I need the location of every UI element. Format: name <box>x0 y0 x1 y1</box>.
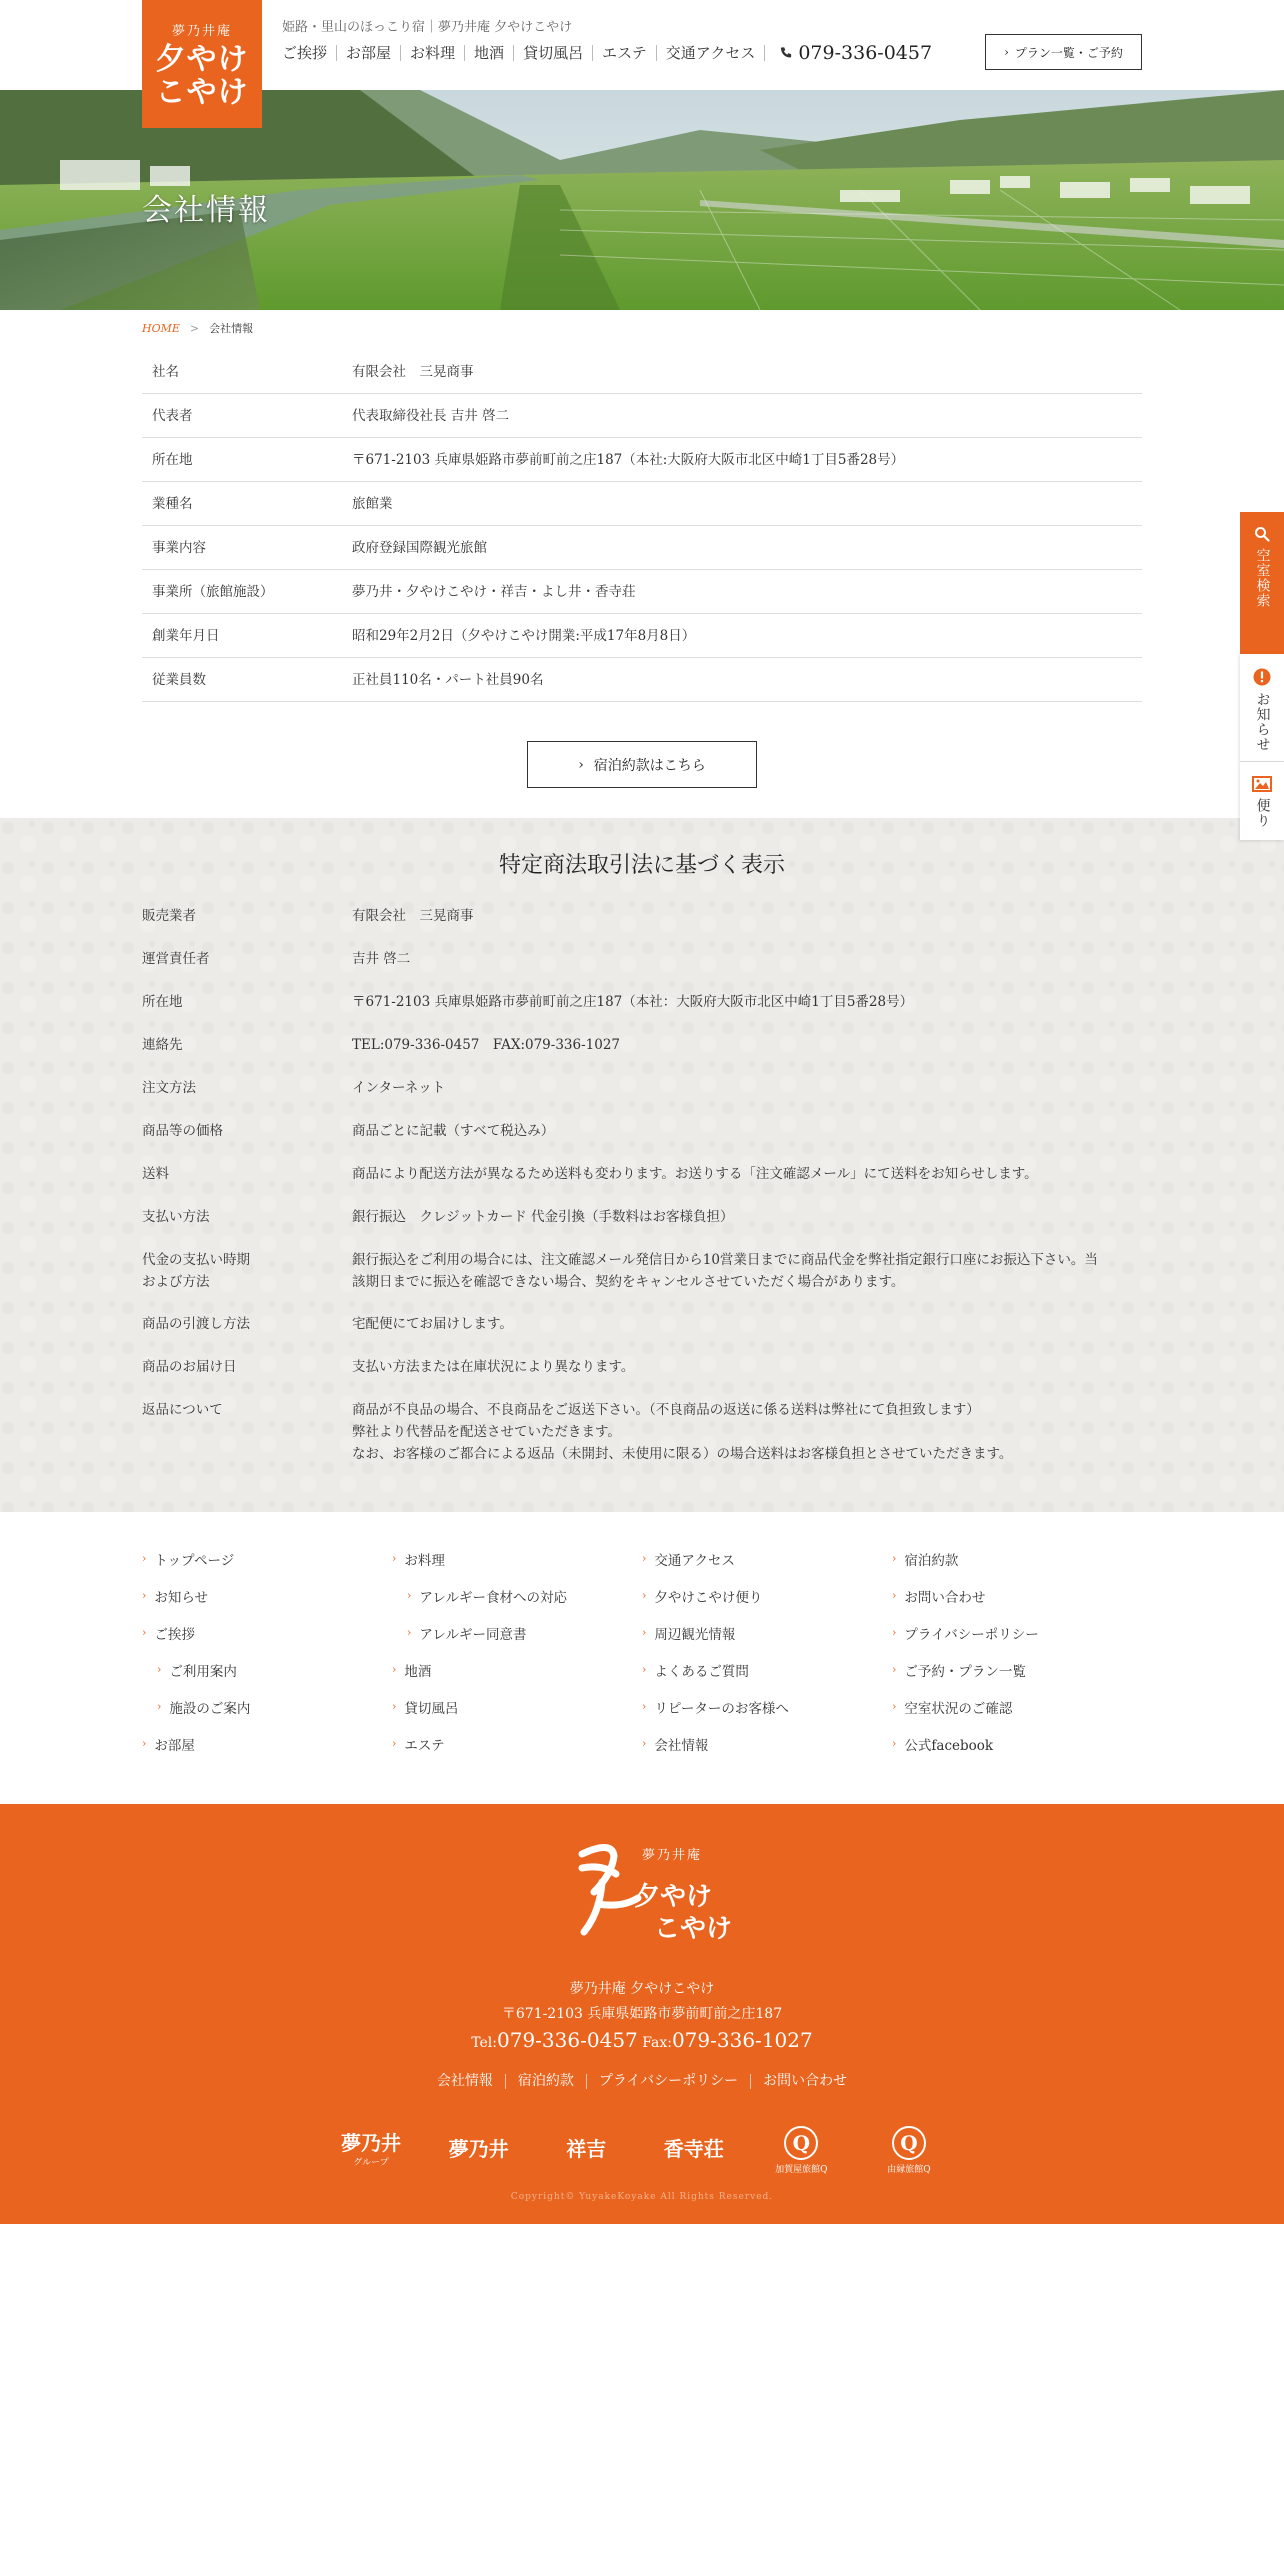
footer-contact <box>0 2028 1284 2052</box>
chevron-right-icon: › <box>642 1589 647 1602</box>
page-title: 会社情報 <box>142 193 270 228</box>
sitemap-link[interactable] <box>642 1651 892 1688</box>
sitemap-column <box>392 1540 642 1762</box>
group-logo[interactable] <box>760 2122 842 2178</box>
chevron-right-icon: › <box>892 1700 897 1713</box>
commerce-value-line: なお、お客様のご都合による返品（未開封、未使用に限る）の場合送料はお客様負担とさせていただきます。 <box>352 1446 1013 1462</box>
commerce-row-label <box>142 1029 352 1072</box>
commerce-row-value <box>352 986 1142 1029</box>
group-logos <box>330 2122 950 2178</box>
sitemap-link[interactable] <box>892 1688 1142 1725</box>
commerce-law-table <box>142 900 1142 1484</box>
sitemap-link[interactable] <box>892 1577 1142 1614</box>
chevron-right-icon: › <box>142 1626 147 1639</box>
group-logo[interactable] <box>330 2122 412 2178</box>
chevron-right-icon: › <box>642 1552 647 1565</box>
sitemap-link-label: お部屋 <box>154 1737 195 1754</box>
sitemap-link[interactable] <box>892 1725 1142 1762</box>
sitemap-link-label: 夕やけこやけ便り <box>654 1589 763 1606</box>
sitemap-link[interactable] <box>142 1540 392 1577</box>
commerce-row-value <box>352 1072 1142 1115</box>
commerce-row-label <box>142 1201 352 1244</box>
commerce-row-label <box>142 1115 352 1158</box>
commerce-row-label <box>142 1244 352 1308</box>
group-logo-title: 夢乃井 <box>341 2130 401 2155</box>
chevron-right-icon: › <box>392 1737 397 1750</box>
global-nav <box>282 42 932 64</box>
chevron-right-icon: › <box>892 1663 897 1676</box>
chevron-right-icon: › <box>642 1737 647 1750</box>
commerce-row <box>142 1351 1142 1394</box>
sitemap-link-label: お問い合わせ <box>904 1589 986 1606</box>
commerce-row-value <box>352 1201 1142 1244</box>
plan-reservation-button[interactable] <box>985 34 1142 70</box>
commerce-label-line: 支払い方法 <box>142 1209 210 1225</box>
commerce-row-value <box>352 1394 1142 1484</box>
chevron-right-icon: › <box>642 1700 647 1713</box>
company-row <box>142 438 1142 482</box>
commerce-value-line: 銀行振込をご利用の場合には、注文確認メール発信日から10営業日までに商品代金を弊社指定銀行口座にお振込下さい。当 <box>352 1252 1098 1268</box>
company-row-value: 昭和29年2月2日（夕やけこやけ開業:平成17年8月8日） <box>352 627 696 644</box>
commerce-row-value <box>352 900 1142 943</box>
fax-label: Fax: <box>642 2035 672 2051</box>
company-row <box>142 394 1142 438</box>
commerce-row <box>142 1244 1142 1308</box>
commerce-row-label <box>142 1351 352 1394</box>
sitemap-link-label: ご挨拶 <box>154 1626 195 1643</box>
commerce-label-line: 連絡先 <box>142 1037 183 1053</box>
company-row-value: 夢乃井・夕やけこやけ・祥吉・よし井・香寺荘 <box>352 583 636 600</box>
commerce-value-line: 該期日までに振込を確認できない場合、契約をキャンセルさせていただく場合があります。 <box>352 1274 905 1290</box>
logo-subtitle: 夢乃井庵 <box>171 23 232 39</box>
sitemap-link-label: よくあるご質問 <box>654 1663 749 1680</box>
sitemap-link[interactable] <box>142 1688 392 1725</box>
chevron-right-icon: › <box>392 1663 397 1676</box>
sitemap-column <box>892 1540 1142 1762</box>
side-tab-letter[interactable] <box>1240 762 1284 840</box>
chevron-right-icon: › <box>892 1626 897 1639</box>
commerce-value-line: 商品により配送方法が異なるため送料も変わります。お送りする「注文確認メール」にて送料をお知らせします。 <box>352 1166 1038 1182</box>
copyright: Copyright© YuyakeKoyake All Rights Reserved. <box>510 2192 774 2202</box>
chevron-right-icon: › <box>157 1700 162 1713</box>
chevron-right-icon: › <box>892 1589 897 1602</box>
commerce-value-line: 吉井 啓二 <box>352 951 411 967</box>
commerce-label-line: 販売業者 <box>142 908 196 924</box>
commerce-law-title: 特定商法取引法に基づく表示 <box>498 853 785 878</box>
footer-link-terms[interactable]: 宿泊約款 <box>506 2074 587 2089</box>
side-tab-news-label: お知らせ <box>1254 692 1271 752</box>
side-tab-vacancy-search[interactable] <box>1240 512 1284 654</box>
tel-label: Tel: <box>471 2035 497 2051</box>
commerce-label-line: 商品のお届け日 <box>142 1359 237 1375</box>
group-logo-title: Q <box>784 2126 818 2160</box>
sitemap-link[interactable] <box>892 1540 1142 1577</box>
commerce-row-label <box>142 1394 352 1484</box>
chevron-right-icon: › <box>407 1589 412 1602</box>
company-row <box>142 526 1142 570</box>
nav-greeting[interactable]: ご挨拶 <box>282 45 337 61</box>
company-info-table <box>142 350 1142 702</box>
commerce-value-line: インターネット <box>352 1080 446 1096</box>
side-tab-letter-label: 便り <box>1254 798 1271 828</box>
commerce-row <box>142 1201 1142 1244</box>
company-row <box>142 614 1142 658</box>
commerce-label-line: 返品について <box>142 1402 223 1418</box>
chevron-right-icon: › <box>892 1552 897 1565</box>
company-row <box>142 350 1142 394</box>
commerce-row-label <box>142 1072 352 1115</box>
sitemap-link[interactable] <box>642 1614 892 1651</box>
group-logo-subtitle: グループ <box>353 2157 389 2168</box>
chevron-right-icon: › <box>642 1626 647 1639</box>
accommodation-terms-label: 宿泊約款はこちら <box>593 757 706 774</box>
commerce-row-label <box>142 986 352 1029</box>
logo-line1: 夕やけ <box>155 41 249 77</box>
commerce-row <box>142 1308 1142 1351</box>
chevron-right-icon: › <box>392 1552 397 1565</box>
sitemap-link-label: 空室状況のご確認 <box>904 1700 1013 1717</box>
image-icon <box>1252 776 1272 792</box>
chevron-right-icon: › <box>578 756 584 773</box>
sitemap-link-label: 周辺観光情報 <box>654 1626 736 1643</box>
chevron-right-icon: › <box>142 1552 147 1565</box>
header-phone-number: 079-336-0457 <box>798 42 933 64</box>
commerce-row <box>142 1394 1142 1484</box>
commerce-row-value <box>352 1029 1142 1072</box>
sitemap-link-label: トップページ <box>154 1552 235 1569</box>
commerce-row-value <box>352 943 1142 986</box>
commerce-row-label <box>142 1308 352 1351</box>
nav-cuisine[interactable]: お料理 <box>401 45 465 61</box>
sitemap-link-label: 貸切風呂 <box>404 1700 459 1717</box>
commerce-label-line: 商品等の価格 <box>142 1123 223 1139</box>
footer-inn-name: 夢乃井庵 夕やけこやけ <box>569 1981 715 1997</box>
company-row-label: 代表者 <box>152 407 193 424</box>
sitemap-link-label: お知らせ <box>154 1589 209 1606</box>
group-logo-subtitle: 加賀屋旅館Q <box>775 2164 828 2175</box>
company-row <box>142 570 1142 614</box>
footer-link-privacy[interactable]: プライバシーポリシー <box>587 2074 751 2089</box>
chevron-right-icon: › <box>142 1737 147 1750</box>
company-row-value: 旅館業 <box>352 495 393 512</box>
site-tagline: 姫路・里山のほっこり宿｜夢乃井庵 夕やけこやけ <box>282 20 573 35</box>
search-icon <box>1254 526 1270 542</box>
company-row-label: 従業員数 <box>152 671 206 688</box>
breadcrumb-home[interactable]: HOME <box>142 322 180 335</box>
chevron-right-icon: › <box>407 1626 412 1639</box>
nav-sake[interactable]: 地酒 <box>465 45 514 61</box>
sitemap-link-label: 宿泊約款 <box>904 1552 959 1569</box>
commerce-row-label <box>142 900 352 943</box>
footer-fax-number: 079-336-1027 <box>671 2028 813 2052</box>
sitemap-link-label: ご利用案内 <box>169 1663 237 1680</box>
exclamation-icon <box>1253 668 1271 686</box>
sitemap-link[interactable] <box>892 1651 1142 1688</box>
sitemap-link-label: アレルギー食材への対応 <box>419 1589 568 1606</box>
sitemap-link-label: エステ <box>404 1737 445 1754</box>
company-row <box>142 482 1142 526</box>
sitemap-link[interactable] <box>642 1725 892 1762</box>
site-footer <box>0 1804 1284 2224</box>
commerce-row <box>142 986 1142 1029</box>
company-row-label: 社名 <box>152 363 179 380</box>
sitemap-link[interactable] <box>392 1577 642 1614</box>
breadcrumb-current: 会社情報 <box>209 322 254 335</box>
chevron-right-icon: › <box>1004 45 1009 59</box>
commerce-label-line: 代金の支払い時期 <box>142 1252 250 1268</box>
logo-line2: こやけ <box>155 74 249 110</box>
sitemap-link-label: 公式facebook <box>904 1737 994 1754</box>
commerce-value-line: 銀行振込 クレジットカード 代金引換（手数料はお客様負担） <box>352 1209 734 1225</box>
company-row-value: 政府登録国際観光旅館 <box>352 539 487 556</box>
group-logo-title: 夢乃井 <box>448 2137 509 2161</box>
commerce-row-value <box>352 1158 1142 1201</box>
breadcrumb-separator: > <box>189 322 200 335</box>
commerce-row-value <box>352 1351 1142 1394</box>
side-tab-news[interactable] <box>1240 654 1284 762</box>
footer-logo-subtitle: 夢乃井庵 <box>642 1848 703 1863</box>
plan-reservation-label: プラン一覧・ご予約 <box>1014 45 1123 60</box>
commerce-row <box>142 1029 1142 1072</box>
sitemap-link[interactable] <box>142 1725 392 1762</box>
company-row-label: 事業内容 <box>152 539 206 556</box>
sitemap-link[interactable] <box>392 1540 642 1577</box>
commerce-value-line: 〒671-2103 兵庫県姫路市夢前町前之庄187（本社：大阪府大阪市北区中崎1丁目5番28号） <box>352 994 914 1010</box>
sitemap-link-label: 施設のご案内 <box>169 1700 251 1717</box>
sitemap-link-label: リピーターのお客様へ <box>654 1700 789 1717</box>
sitemap-link-label: プライバシーポリシー <box>904 1626 1039 1643</box>
sitemap-link-label: ご予約・プラン一覧 <box>904 1663 1026 1680</box>
commerce-row <box>142 900 1142 943</box>
group-logo[interactable] <box>868 2122 950 2178</box>
commerce-label-line: 注文方法 <box>142 1080 196 1096</box>
footer-logo[interactable] <box>542 1834 742 1944</box>
commerce-value-line: 支払い方法または在庫状況により異なります。 <box>352 1359 635 1375</box>
company-row-label: 創業年月日 <box>152 627 220 644</box>
sitemap-link[interactable] <box>142 1614 392 1651</box>
sitemap-link[interactable] <box>142 1651 392 1688</box>
group-logo-subtitle: 由縁旅館Q <box>887 2164 931 2175</box>
commerce-row <box>142 1115 1142 1158</box>
commerce-law-section <box>0 818 1284 1512</box>
sitemap-link[interactable] <box>642 1577 892 1614</box>
sitemap-column <box>642 1540 892 1762</box>
commerce-value-line: 商品ごとに記載（すべて税込み） <box>352 1123 555 1139</box>
commerce-row-label <box>142 1158 352 1201</box>
chevron-right-icon: › <box>157 1663 162 1676</box>
group-logo-title: Q <box>892 2126 926 2160</box>
side-tabs <box>1240 512 1284 840</box>
company-row-label: 所在地 <box>152 451 193 468</box>
nav-private-bath[interactable]: 貸切風呂 <box>514 45 593 61</box>
commerce-label-line: 運営責任者 <box>142 951 210 967</box>
sitemap-link-label: 地酒 <box>404 1663 432 1680</box>
sitemap-column <box>142 1540 392 1762</box>
footer-logo-line2: こやけ <box>654 1914 733 1944</box>
commerce-row <box>142 1072 1142 1115</box>
commerce-row-value <box>352 1308 1142 1351</box>
commerce-row-value <box>352 1244 1142 1308</box>
commerce-value-line: 宅配便にてお届けします。 <box>352 1316 513 1332</box>
nav-access[interactable]: 交通アクセス <box>657 45 766 61</box>
group-logo-title: 祥吉 <box>566 2137 607 2161</box>
company-row-value: 有限会社 三晃商事 <box>352 363 474 380</box>
breadcrumb <box>142 320 253 336</box>
company-row-label: 業種名 <box>152 495 193 512</box>
phone-icon <box>779 46 793 60</box>
header-phone[interactable] <box>779 42 932 64</box>
group-logo-title: 香寺荘 <box>663 2137 724 2161</box>
group-logo[interactable] <box>438 2122 520 2178</box>
footer-tel-number[interactable]: 079-336-0457 <box>497 2028 638 2052</box>
footer-logo-line1: 夕やけ <box>634 1882 713 1912</box>
footer-links <box>0 2074 1284 2089</box>
side-tab-search-label: 空室検索 <box>1254 548 1271 608</box>
sitemap-link-label: 交通アクセス <box>654 1552 736 1569</box>
chevron-right-icon: › <box>642 1663 647 1676</box>
commerce-row-label <box>142 943 352 986</box>
commerce-value-line: 有限会社 三晃商事 <box>352 908 474 924</box>
commerce-row <box>142 943 1142 986</box>
sitemap-link[interactable] <box>392 1651 642 1688</box>
commerce-value-line: 弊社より代替品を配送させていただきます。 <box>352 1424 621 1440</box>
chevron-right-icon: › <box>892 1737 897 1750</box>
nav-rooms[interactable]: お部屋 <box>337 45 401 61</box>
company-row-label: 事業所（旅館施設） <box>152 583 274 600</box>
sitemap-link-label: アレルギー同意書 <box>419 1626 527 1643</box>
sitemap-link[interactable] <box>892 1614 1142 1651</box>
nav-esthetic[interactable]: エステ <box>593 45 657 61</box>
commerce-label-line: および方法 <box>142 1274 210 1290</box>
footer-address: 〒671-2103 兵庫県姫路市夢前町前之庄187 <box>501 2006 783 2022</box>
company-row-value: 正社員110名・パート社員90名 <box>352 671 544 688</box>
site-logo[interactable] <box>142 0 262 128</box>
sitemap-link-label: 会社情報 <box>654 1737 709 1754</box>
company-row-value: 代表取締役社長 吉井 啓二 <box>352 407 510 424</box>
company-row <box>142 658 1142 702</box>
commerce-value-line: TEL:079-336-0457 FAX:079-336-1027 <box>352 1037 621 1053</box>
sitemap-link[interactable] <box>642 1540 892 1577</box>
chevron-right-icon: › <box>392 1700 397 1713</box>
commerce-label-line: 送料 <box>142 1166 169 1182</box>
commerce-row <box>142 1158 1142 1201</box>
group-logo[interactable] <box>545 2122 627 2178</box>
group-logo[interactable] <box>653 2122 735 2178</box>
footer-link-contact[interactable]: お問い合わせ <box>763 2073 848 2089</box>
commerce-value-line: 商品が不良品の場合、不良商品をご返送下さい。（不良商品の返送に係る送料は弊社にて負担致します） <box>352 1402 980 1418</box>
sitemap-link-label: お料理 <box>404 1552 445 1569</box>
sitemap-link[interactable] <box>392 1688 642 1725</box>
commerce-label-line: 所在地 <box>142 994 183 1010</box>
sitemap-link[interactable] <box>142 1577 392 1614</box>
sitemap-link[interactable] <box>642 1688 892 1725</box>
commerce-row-value <box>352 1115 1142 1158</box>
commerce-label-line: 商品の引渡し方法 <box>142 1316 250 1332</box>
sitemap-link[interactable] <box>392 1614 642 1651</box>
chevron-right-icon: › <box>142 1589 147 1602</box>
sitemap-link[interactable] <box>392 1725 642 1762</box>
footer-link-company[interactable]: 会社情報 <box>425 2074 506 2089</box>
company-row-value: 〒671-2103 兵庫県姫路市夢前町前之庄187（本社:大阪府大阪市北区中崎1丁目5番28号） <box>352 451 905 468</box>
accommodation-terms-button[interactable] <box>527 741 757 788</box>
